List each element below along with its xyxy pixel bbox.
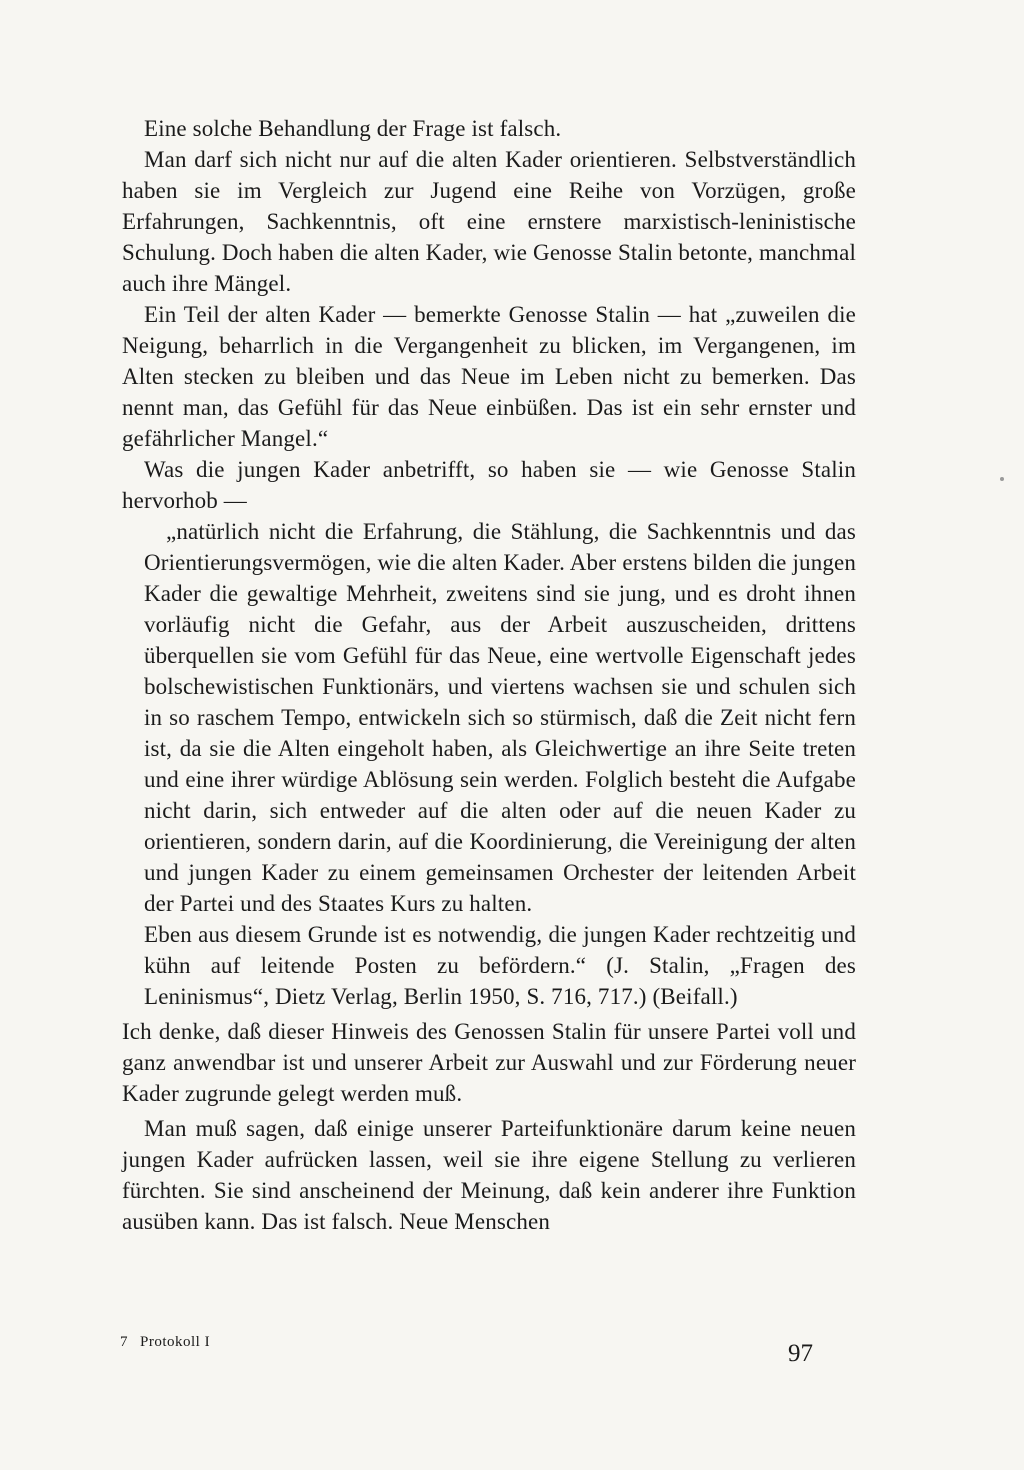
quote-paragraph-2: Eben aus diesem Grunde ist es notwendig, die jungen Kader rechtzeitig und kühn auf leitende Posten zu befördern.“ (J. Stalin, „Fragen des Leninismus“, Dietz Verlag, Berlin 1950, S. 716, 717.) (Beifall.) (144, 922, 856, 1009)
page-number: 97 (788, 1340, 813, 1367)
printer-signature (120, 1334, 210, 1351)
paragraph-4: Was die jungen Kader anbetrifft, so haben sie — wie Genosse Stalin hervorhob — (122, 457, 856, 513)
paragraph-6: Man muß sagen, daß einige unserer Parteifunktionäre darum keine neuen jungen Kader aufrücken lassen, weil sie ihre eigene Stellung zu verlieren fürchten. Sie sind anscheinend der Meinung, daß kein anderer ihre Funktion ausüben kann. Das ist falsch. Neue Menschen (122, 1116, 856, 1234)
scan-speck (1000, 477, 1004, 481)
signature-label: Protokoll I (140, 1334, 211, 1350)
body-text (122, 113, 856, 1237)
quote-paragraph-1: „natürlich nicht die Erfahrung, die Stählung, die Sachkenntnis und das Orientierungsvermögen, wie die alten Kader. Aber erstens bilden die jungen Kader die gewaltige Mehrheit, zweitens sind sie jung, und es droht ihnen vorläufig nicht die Gefahr, aus der Arbeit auszuscheiden, drittens überquellen sie vom Gefühl für das Neue, eine wertvolle Eigenschaft jedes bolschewistischen Funktionärs, und viertens wachsen sie und schulen sich in so raschem Tempo, entwickeln sich so stürmisch, daß die Zeit nicht fern ist, da sie die Alten eingeholt haben, als Gleichwertige an ihre Seite treten und eine ihrer würdige Ablösung sein werden. Folglich besteht die Aufgabe nicht darin, sich entweder auf die alten oder auf die neuen Kader zu orientieren, sondern darin, auf die Koordinierung, die Vereinigung der alten und jungen Kader zu einem gemeinsamen Orchester der leitenden Arbeit der Partei und des Staates Kurs zu halten. (144, 519, 856, 916)
paragraph-2: Man darf sich nicht nur auf die alten Kader orientieren. Selbstverständlich haben sie im Vergleich zur Jugend eine Reihe von Vorzügen, große Erfahrungen, Sachkenntnis, oft eine ernstere marxistisch-leninistische Schulung. Doch haben die alten Kader, wie Genosse Stalin betonte, manchmal auch ihre Mängel. (122, 147, 856, 296)
stalin-quote (144, 516, 856, 1012)
signature-number: 7 (120, 1334, 128, 1350)
paragraph-3: Ein Teil der alten Kader — bemerkte Genosse Stalin — hat „zuweilen die Neigung, beharrlich in die Vergangenheit zu blicken, im Vergangenen, im Alten stecken zu bleiben und das Neue im Leben nicht zu bemerken. Das nennt man, das Gefühl für das Neue einbüßen. Das ist ein sehr ernster und gefährlicher Mangel.“ (122, 302, 856, 451)
paragraph-5: Ich denke, daß dieser Hinweis des Genossen Stalin für unsere Partei voll und ganz anwendbar ist und unserer Arbeit zur Auswahl und zur Förderung neuer Kader zugrunde gelegt werden muß. (122, 1019, 856, 1106)
paragraph-1: Eine solche Behandlung der Frage ist falsch. (144, 116, 562, 141)
